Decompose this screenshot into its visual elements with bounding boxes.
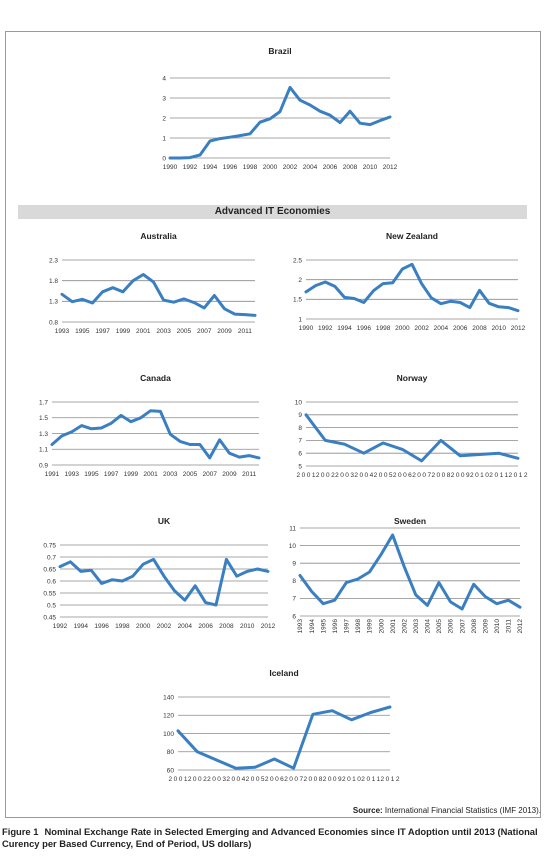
x-tick-label: 1997	[95, 328, 110, 335]
x-tick-label: 2011	[361, 776, 381, 783]
x-tick-label: 2008	[470, 619, 478, 634]
y-tick-label: 0	[162, 155, 166, 163]
x-tick-label: 1997	[343, 619, 351, 634]
y-tick-label: 1.1	[38, 446, 48, 454]
x-tick-label: 2005	[245, 776, 265, 783]
source-note	[0, 806, 541, 815]
y-tick-label: 4	[162, 75, 166, 83]
x-tick-label: 1994	[73, 623, 89, 630]
y-tick-label: 2.5	[292, 257, 302, 265]
x-tick-label: 1992	[52, 623, 68, 630]
y-tick-label: 2	[162, 115, 166, 123]
x-tick-label: 2008	[219, 623, 234, 630]
chart-title: Australia	[140, 231, 177, 241]
x-tick-label: 1990	[298, 325, 314, 332]
chart-title: New Zealand	[386, 231, 438, 241]
y-tick-label: 10	[288, 542, 296, 550]
x-tick-label: 1995	[84, 471, 99, 478]
y-tick-label: 9	[292, 560, 296, 568]
x-tick-label: 1992	[318, 325, 333, 332]
x-tick-label: 2002	[282, 164, 298, 171]
x-tick-label: 2001	[136, 328, 151, 335]
x-tick-label: 2004	[433, 325, 449, 332]
x-tick-label: 2001	[389, 619, 397, 634]
x-tick-label: 1995	[75, 328, 90, 335]
x-tick-label: 2003	[163, 471, 178, 478]
y-tick-label: 0.45	[43, 614, 56, 622]
x-tick-label: 2004	[354, 472, 374, 479]
x-tick-label: 2000	[378, 619, 386, 634]
x-tick-label: 2012	[380, 776, 400, 783]
x-tick-label: 2000	[135, 623, 151, 630]
x-tick-label: 2006	[322, 164, 338, 171]
x-tick-label: 2003	[412, 619, 420, 634]
chart-title: Canada	[140, 373, 171, 383]
y-tick-label: 1.8	[48, 277, 58, 285]
source-text: International Financial Statistics (IMF 2013).	[382, 806, 541, 815]
y-tick-label: 2	[298, 276, 302, 284]
y-tick-label: 60	[166, 767, 174, 775]
x-tick-label: 2010	[362, 164, 378, 171]
chart-title: Sweden	[393, 516, 427, 526]
x-tick-label: 2008	[303, 776, 323, 783]
x-tick-label: 1998	[115, 623, 130, 630]
x-tick-label: 2012	[260, 623, 276, 630]
x-tick-label: 2007	[202, 471, 217, 478]
y-tick-label: 1.3	[48, 298, 58, 306]
y-tick-label: 6	[292, 613, 296, 621]
x-tick-label: 2009	[322, 776, 342, 783]
y-tick-label: 140	[163, 694, 174, 702]
x-tick-label: 2000	[262, 164, 278, 171]
y-tick-label: 8	[292, 578, 296, 586]
x-tick-label: 2005	[176, 328, 192, 335]
y-tick-label: 9	[298, 412, 302, 420]
x-tick-label: 2012	[510, 325, 526, 332]
x-tick-label: 2010	[239, 623, 255, 630]
x-tick-label: 2000	[395, 325, 410, 332]
x-tick-label: 2010	[494, 619, 502, 634]
series-line-iceland	[178, 707, 390, 768]
x-tick-label: 2009	[222, 471, 237, 478]
y-tick-label: 0.55	[43, 590, 56, 598]
y-tick-label: 0.8	[48, 319, 58, 327]
x-tick-label: 2012	[517, 619, 525, 634]
x-tick-label: 2002	[414, 325, 429, 332]
x-tick-label: 2006	[198, 623, 213, 630]
chart-title: UK	[157, 516, 171, 526]
y-tick-label: 0.65	[43, 566, 56, 574]
x-tick-label: 2006	[264, 776, 284, 783]
y-tick-label: 0.7	[46, 554, 56, 562]
x-tick-label: 2008	[431, 472, 451, 479]
y-tick-label: 6	[298, 450, 302, 458]
x-tick-label: 1992	[182, 164, 198, 171]
y-tick-label: 1.7	[38, 399, 48, 407]
x-tick-label: 2010	[491, 325, 506, 332]
x-tick-label: 2008	[472, 325, 487, 332]
chart-title: Brazil	[268, 46, 292, 56]
y-tick-label: 100	[163, 730, 174, 738]
x-tick-label: 2007	[196, 328, 212, 335]
x-tick-label: 2001	[296, 472, 316, 479]
x-tick-label: 2004	[226, 776, 246, 783]
x-tick-label: 1996	[356, 325, 372, 332]
x-tick-label: 2006	[447, 619, 455, 634]
x-tick-label: 2008	[342, 164, 358, 171]
x-tick-label: 2010	[470, 472, 489, 479]
x-tick-label: 2002	[187, 776, 207, 783]
x-tick-label: 2003	[335, 472, 354, 479]
x-tick-label: 1993	[64, 471, 79, 478]
x-tick-label: 1999	[123, 471, 139, 478]
x-tick-label: 2011	[237, 328, 252, 335]
x-tick-label: 1998	[242, 164, 258, 171]
x-tick-label: 1993	[54, 328, 70, 335]
x-tick-label: 2007	[459, 619, 467, 634]
x-tick-label: 2003	[207, 776, 226, 783]
x-tick-label: 2002	[315, 472, 335, 479]
x-tick-label: 1999	[366, 619, 374, 634]
y-tick-label: 1	[298, 316, 302, 324]
x-tick-label: 2002	[401, 619, 409, 634]
x-tick-label: 2001	[168, 776, 188, 783]
x-tick-label: 1994	[337, 325, 352, 332]
y-tick-label: 11	[289, 525, 296, 533]
y-tick-label: 0.5	[46, 602, 56, 610]
y-tick-label: 7	[298, 437, 302, 445]
y-tick-label: 1	[162, 135, 166, 143]
x-tick-label: 2012	[508, 472, 528, 479]
x-tick-label: 2006	[452, 325, 468, 332]
x-tick-label: 2002	[156, 623, 172, 630]
x-tick-label: 1999	[115, 328, 131, 335]
x-tick-label: 1990	[162, 164, 178, 171]
y-tick-label: 7	[292, 595, 296, 603]
x-tick-label: 1998	[375, 325, 391, 332]
figure-caption	[2, 826, 545, 850]
y-tick-label: 8	[298, 424, 302, 432]
x-tick-label: 2004	[177, 623, 193, 630]
x-tick-label: 1991	[44, 471, 60, 478]
x-tick-label: 2012	[382, 164, 398, 171]
y-tick-label: 5	[298, 463, 302, 471]
x-tick-label: 2011	[505, 619, 513, 633]
y-tick-label: 1.5	[292, 296, 302, 304]
x-tick-label: 1995	[320, 619, 328, 634]
y-tick-label: 0.9	[38, 462, 48, 470]
x-tick-label: 1993	[297, 619, 305, 634]
y-tick-label: 1.3	[38, 430, 48, 438]
x-tick-label: 2003	[156, 328, 171, 335]
y-tick-label: 80	[166, 749, 174, 757]
x-tick-label: 2011	[489, 472, 509, 479]
y-tick-label: 2.3	[48, 257, 58, 265]
x-tick-label: 2009	[482, 619, 490, 634]
y-tick-label: 0.6	[46, 578, 56, 586]
x-tick-label: 1996	[331, 619, 339, 634]
figure-label: Figure 1	[2, 826, 39, 837]
x-tick-label: 2005	[373, 472, 393, 479]
y-tick-label: 1.5	[38, 415, 48, 423]
chart-title: Norway	[396, 373, 428, 383]
x-tick-label: 2009	[450, 472, 470, 479]
source-label: Source:	[352, 806, 383, 815]
y-tick-label: 3	[162, 95, 166, 103]
x-tick-label: 2005	[436, 619, 444, 634]
x-tick-label: 2009	[217, 328, 232, 335]
section-heading: Advanced IT Economies	[18, 205, 527, 219]
x-tick-label: 1996	[94, 623, 109, 630]
x-tick-label: 2007	[284, 776, 304, 783]
y-tick-label: 0.75	[43, 542, 56, 550]
y-tick-label: 10	[294, 399, 302, 407]
x-tick-label: 2011	[242, 471, 257, 478]
x-tick-label: 1994	[308, 619, 316, 634]
x-tick-label: 1994	[202, 164, 218, 171]
x-tick-label: 1996	[222, 164, 238, 171]
x-tick-label: 2010	[342, 776, 361, 783]
x-tick-label: 2004	[424, 619, 432, 634]
y-tick-label: 120	[163, 712, 174, 720]
x-tick-label: 1998	[355, 619, 363, 634]
x-tick-label: 2004	[302, 164, 318, 171]
x-tick-label: 2005	[182, 471, 198, 478]
chart-title: Iceland	[269, 668, 299, 678]
x-tick-label: 1997	[103, 471, 119, 478]
x-tick-label: 2001	[143, 471, 158, 478]
figure-caption-text: Nominal Exchange Rate in Selected Emerging and Advanced Economies since IT Adoption until 2013 (National Curency per Based Currency, End of Period, US dollars)	[2, 826, 538, 849]
x-tick-label: 2006	[392, 472, 412, 479]
x-tick-label: 2007	[412, 472, 432, 479]
